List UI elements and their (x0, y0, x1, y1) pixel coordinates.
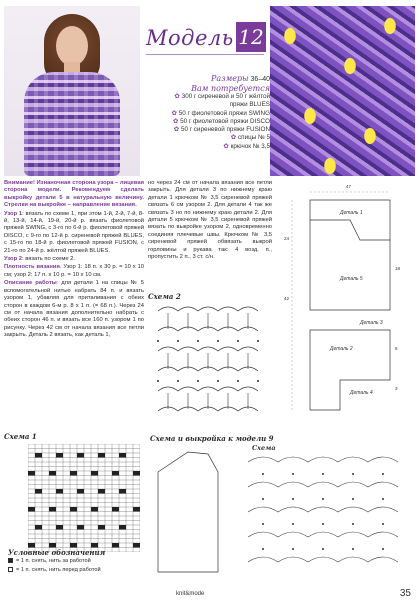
materials-block (170, 74, 270, 151)
model-face (56, 26, 88, 66)
knit-closeup-photo (270, 6, 415, 176)
legend-title: Условные обозначения (8, 548, 106, 557)
pattern-dim-3: 18 (395, 266, 401, 271)
filled-box-icon (8, 558, 13, 563)
legend-item: = 1 п. снять, нить перед работой (8, 567, 101, 573)
model-photo (4, 6, 140, 176)
scheme-2 (148, 292, 266, 428)
pattern-label-d4: Деталь 4 (350, 390, 373, 396)
flower-bullet-icon: ✿ (174, 93, 180, 100)
pattern-dim-1: 24 (284, 236, 290, 241)
model-number-badge: 12 (236, 22, 266, 52)
pattern-label-d2: Деталь 2 (330, 346, 353, 352)
warning-text: Внимание! Изнаночная сторона узора – лицевая сторона модели. Рекомендуем сделать выкройку детали 5 в натуральную величину. Стрелки на выкройке – направление вязания. (4, 180, 144, 209)
pattern-dim-4: 6 (395, 346, 398, 351)
sizes-value: 36–40 (250, 76, 270, 83)
scheme-2-title: Схема 2 (148, 292, 181, 301)
bottom-scheme-art (148, 442, 416, 582)
material-line: ✿ 50 г сиреневой пряжи FUSION (173, 126, 270, 134)
pattern-dim-6: 47 (346, 184, 352, 189)
uzor1-text: : вязать по схеме 1, при этом 1-й, 2-й, 7-й, 8-й, 13-й, 14-й, 19-й, 20-й р. вязать фиолетовой пряжей SWING, с 3-го по 6-й р. фиолетовой пряжей DISCO, с 9-го по 12-й р. сиреневой пряжей BLUES, с 15-го по 18-й р. фиолетовой пряжей FUSION, с 21-го по 24-й р. жёлтой пряжей BLUES. (4, 210, 144, 254)
flower-bullet-icon: ✿ (171, 109, 177, 117)
work-title: Описание работы (4, 280, 57, 287)
pattern-label-d3: Деталь 3 (360, 320, 383, 326)
flower-bullet-icon: ✿ (230, 134, 237, 142)
scheme-2-chart (148, 301, 266, 425)
pattern-dim-5: 3 (395, 386, 398, 391)
material-line: ✿ 50 г фиолетовой пряжи DISCO (172, 117, 270, 125)
pattern-label-d1: Деталь 1 (340, 210, 363, 216)
model-title (146, 22, 264, 56)
pattern-dim-2: 42 (284, 296, 290, 301)
bottom-scheme-title: Схема и выкройка к модели 9 (150, 434, 274, 443)
bottom-sub-title: Схема (252, 444, 276, 452)
pattern-svg (280, 180, 415, 430)
pattern-label-d5: Деталь 5 (340, 276, 363, 282)
model-word: Модель (146, 26, 234, 50)
continuation-text: но через 24 см от начала вязания все петли закрыть. Для детали 3 по нижнему краю детали 1 крючком № 3,5 сиреневой пряжей связать 6 см узором 2. Для детали 4 так же связать 3 но по нижнему краю детали 2. Для детали 5 крючком № 3,5 сиреневой пряжей вязать по выкройке узором 2, одновременно соединяя плечевые швы. Крючком № 3,5 сиреневой пряжей обвязать выкрой горловины и рукава так: 4 возд. п., пропустить 2 п., 3 ст. с/н. (148, 180, 272, 261)
title-underline (146, 54, 264, 55)
scheme-1-title: Схема 1 (4, 432, 37, 441)
flower-bullet-icon: ✿ (173, 126, 179, 134)
scheme-1-grid (28, 444, 140, 552)
instructions-column-1 (4, 180, 144, 341)
pattern-diagram (280, 180, 415, 430)
scheme-1 (4, 432, 144, 600)
uzor2-text: : вязать по схеме 2. (21, 256, 75, 263)
flower-bullet-icon: ✿ (172, 117, 179, 125)
legend-item: = 1 п. снять, нить за работой (8, 558, 91, 564)
density-title: Плотность вязания (4, 264, 60, 271)
material-line: ✿ 50 г фиолетовой пряжи SWING (171, 109, 270, 117)
density-text: . Узор 1: 18 п. x 30 р. = 10 x 10 см; узор 2: 17 п. x 10 р. = 10 x 10 см. (4, 264, 144, 278)
work-text: : для детали 1 на спицы № 5 вспомогательной нитью набрать 84 п. и вязать узором 1, убавляя для приталивания с обеих сторон в каждом 6-м р. 8 x 1 п. (= 68 п.). Через 24 см от начала вязания дополнительно набрать с обеих сторон 46 п. и вязать все 160 п. узором 1 по рисунку. Через 42 см от начала вязания все петли закрыть. Деталь 2 вязать, как деталь 1, (4, 280, 144, 339)
uzor1-title: Узор 1 (4, 210, 23, 217)
flower-bullet-icon: ✿ (223, 142, 229, 150)
material-line: ✿ спицы № 5 (230, 134, 270, 142)
footer-brand: knit&mode (176, 591, 205, 597)
instructions-column-2 (148, 180, 272, 262)
material-line: ✿ крючок № 3,5 (223, 142, 270, 150)
material-line: ✿ 300 г сиреневой и 50 г жёлтой пряжи BLUES (174, 93, 270, 109)
sizes-line (170, 74, 270, 84)
empty-box-icon (8, 567, 13, 572)
model-sweater (24, 72, 120, 176)
page-number: 35 (399, 588, 411, 599)
sizes-label: Размеры (211, 74, 249, 83)
need-label: Вам потребуется (191, 84, 270, 93)
uzor2-title: Узор 2 (4, 256, 22, 263)
